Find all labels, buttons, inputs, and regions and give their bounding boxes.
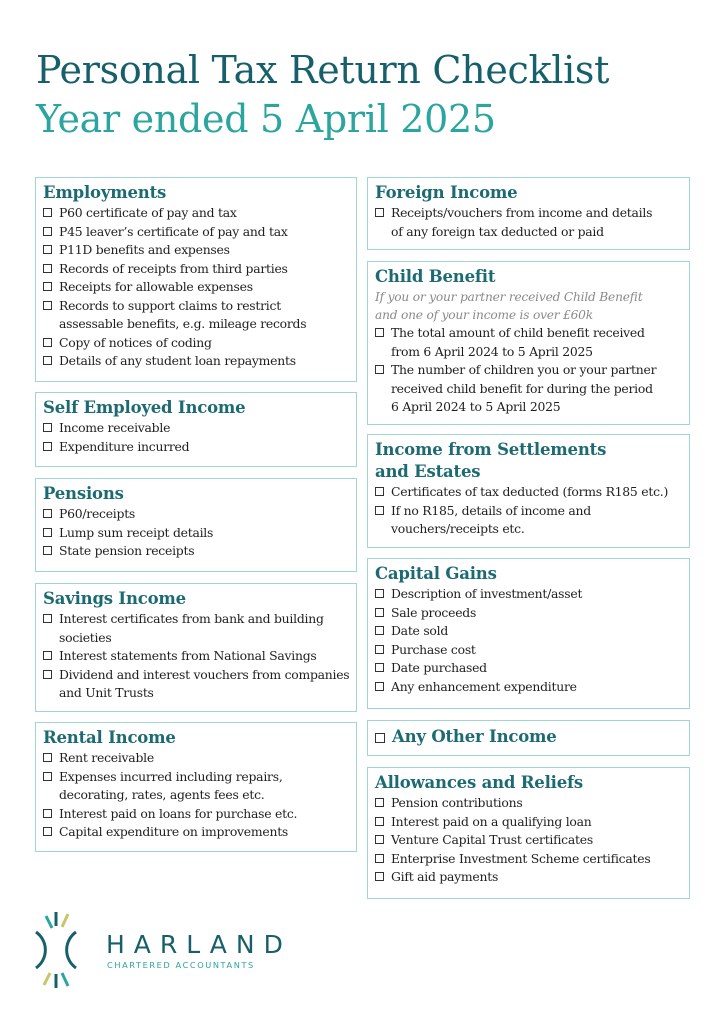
- section-heading: Child Benefit: [375, 267, 496, 286]
- logo-tagline: CHARTERED ACCOUNTANTS: [107, 960, 255, 970]
- page-subtitle: Year ended 5 April 2025: [36, 97, 496, 141]
- checkbox[interactable]: [43, 528, 52, 537]
- section-heading: Any Other Income: [392, 727, 557, 746]
- checkbox[interactable]: [43, 301, 52, 310]
- checklist-item: Dividend and interest vouchers from companies and Unit Trusts: [43, 666, 350, 703]
- checkbox[interactable]: [375, 626, 384, 635]
- checklist-item: Capital expenditure on improvements: [43, 823, 350, 842]
- section-rental-income: [35, 722, 357, 852]
- checklist: [375, 794, 683, 887]
- checklist-item: State pension receipts: [43, 542, 350, 561]
- checklist-item: P11D benefits and expenses: [43, 241, 350, 260]
- section-foreign-income: [367, 177, 690, 250]
- checklist-item: Certificates of tax deducted (forms R185 etc.): [375, 483, 683, 502]
- checkbox[interactable]: [375, 328, 384, 337]
- harland-logo: [30, 910, 292, 990]
- section-heading: Rental Income: [43, 728, 176, 747]
- section-savings-income: [35, 583, 357, 712]
- checkbox[interactable]: [375, 854, 384, 863]
- checkbox[interactable]: [43, 509, 52, 518]
- section-heading: Employments: [43, 183, 167, 202]
- checkbox[interactable]: [43, 614, 52, 623]
- checkbox[interactable]: [375, 208, 384, 217]
- section-heading: Pensions: [43, 484, 124, 503]
- checklist-item: Expenditure incurred: [43, 438, 350, 457]
- checkbox[interactable]: [43, 827, 52, 836]
- section-pensions: [35, 478, 357, 572]
- checkbox[interactable]: [43, 753, 52, 762]
- checkbox[interactable]: [43, 245, 52, 254]
- checklist-item: Date purchased: [375, 659, 683, 678]
- section-note: If you or your partner received Child Benefit and one of your income is over £60k: [375, 290, 643, 322]
- section-heading: Capital Gains: [375, 564, 497, 583]
- checkbox[interactable]: [375, 608, 384, 617]
- checklist: [375, 324, 683, 417]
- checklist-item: Pension contributions: [375, 794, 683, 813]
- checklist-item: Interest statements from National Savings: [43, 647, 350, 666]
- section-heading: Self Employed Income: [43, 398, 246, 417]
- checklist-item: Description of investment/asset: [375, 585, 683, 604]
- section-any-other-income: [367, 720, 690, 756]
- checkbox[interactable]: [43, 282, 52, 291]
- checkbox[interactable]: [43, 208, 52, 217]
- checklist-item: The total amount of child benefit received from 6 April 2024 to 5 April 2025: [375, 324, 683, 361]
- checkbox[interactable]: [43, 264, 52, 273]
- logo-wordmark: HARLAND: [106, 930, 292, 959]
- section-allowances-reliefs: [367, 767, 690, 899]
- checkbox[interactable]: [375, 682, 384, 691]
- checklist-item: Records to support claims to restrict assessable benefits, e.g. mileage records: [43, 297, 350, 334]
- checklist-item: Income receivable: [43, 419, 350, 438]
- section-heading: Foreign Income: [375, 183, 518, 202]
- checkbox[interactable]: [375, 798, 384, 807]
- checklist-item: Venture Capital Trust certificates: [375, 831, 683, 850]
- checklist: [375, 483, 683, 539]
- checklist-item: Interest paid on a qualifying loan: [375, 813, 683, 832]
- section-employments: [35, 177, 357, 382]
- checklist-item: Date sold: [375, 622, 683, 641]
- checklist: [43, 505, 350, 561]
- checklist: [375, 585, 683, 696]
- checkbox[interactable]: [375, 817, 384, 826]
- checkbox[interactable]: [375, 872, 384, 881]
- checklist-item: The number of children you or your partner received child benefit for during the period 6 April 2024 to 5 April 2025: [375, 361, 683, 417]
- section-heading: Income from Settlements and Estates: [375, 440, 607, 481]
- section-heading: Allowances and Reliefs: [375, 773, 584, 792]
- checklist-item: Purchase cost: [375, 641, 683, 660]
- checklist-item: Records of receipts from third parties: [43, 260, 350, 279]
- checklist-item: Sale proceeds: [375, 604, 683, 623]
- checklist: [43, 204, 350, 371]
- checkbox[interactable]: [375, 733, 385, 743]
- checkbox[interactable]: [375, 645, 384, 654]
- checklist-item: P60 certificate of pay and tax: [43, 204, 350, 223]
- checkbox[interactable]: [375, 487, 384, 496]
- checklist-item: Lump sum receipt details: [43, 524, 350, 543]
- checkbox[interactable]: [43, 546, 52, 555]
- checklist-item: P60/receipts: [43, 505, 350, 524]
- checklist-item: Rent receivable: [43, 749, 350, 768]
- checkbox[interactable]: [43, 356, 52, 365]
- checkbox[interactable]: [43, 670, 52, 679]
- checkbox[interactable]: [43, 442, 52, 451]
- checklist-item: If no R185, details of income and vouchers/receipts etc.: [375, 502, 683, 539]
- section-capital-gains: [367, 558, 690, 709]
- checkbox[interactable]: [375, 663, 384, 672]
- other-income-row: [375, 726, 683, 748]
- checklist-item: Details of any student loan repayments: [43, 352, 350, 371]
- section-self-employed: [35, 392, 357, 467]
- checklist-item: Interest certificates from bank and building societies: [43, 610, 350, 647]
- checkbox[interactable]: [375, 365, 384, 374]
- checklist-item: P45 leaver’s certificate of pay and tax: [43, 223, 350, 242]
- checklist-item: Enterprise Investment Scheme certificates: [375, 850, 683, 869]
- checklist-item: Copy of notices of coding: [43, 334, 350, 353]
- checklist-item: Any enhancement expenditure: [375, 678, 683, 697]
- checkbox[interactable]: [375, 835, 384, 844]
- sunburst-brackets-icon: [30, 910, 106, 990]
- section-settlements-estates: [367, 434, 690, 548]
- checkbox[interactable]: [43, 809, 52, 818]
- checklist: [43, 610, 350, 703]
- checkbox[interactable]: [375, 589, 384, 598]
- checkbox[interactable]: [43, 423, 52, 432]
- checklist-item: Interest paid on loans for purchase etc.: [43, 805, 350, 824]
- checklist-item: Receipts/vouchers from income and details of any foreign tax deducted or paid: [375, 204, 683, 241]
- checklist-item: Expenses incurred including repairs, decorating, rates, agents fees etc.: [43, 768, 350, 805]
- checkbox[interactable]: [43, 227, 52, 236]
- checklist-item: Gift aid payments: [375, 868, 683, 887]
- checkbox[interactable]: [43, 772, 52, 781]
- section-heading: Savings Income: [43, 589, 186, 608]
- checklist: [43, 419, 350, 456]
- page-title: Personal Tax Return Checklist: [36, 48, 610, 92]
- checkbox[interactable]: [43, 651, 52, 660]
- checkbox[interactable]: [43, 338, 52, 347]
- checklist: [43, 749, 350, 842]
- checkbox[interactable]: [375, 506, 384, 515]
- checklist: [375, 204, 683, 241]
- section-child-benefit: [367, 261, 690, 425]
- checklist-item: Receipts for allowable expenses: [43, 278, 350, 297]
